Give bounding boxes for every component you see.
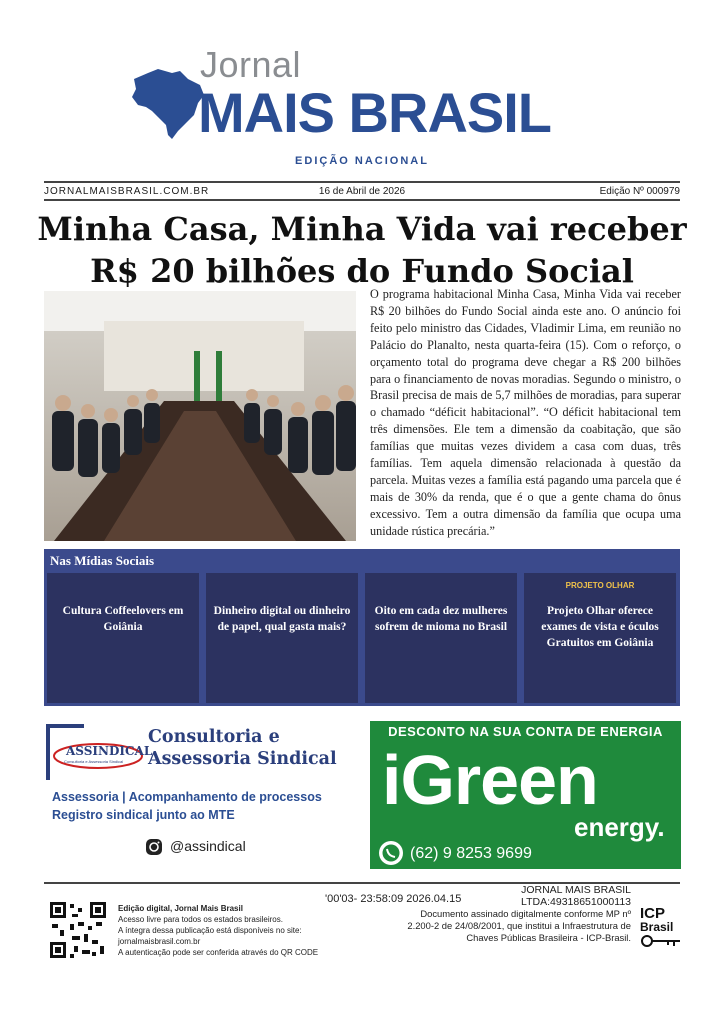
signature-line: JORNAL MAIS BRASIL: [521, 884, 631, 896]
header-rule-top: [44, 181, 680, 183]
assindical-instagram-handle[interactable]: @assindical: [170, 838, 246, 854]
footer-info-title: Edição digital, Jornal Mais Brasil: [118, 904, 243, 913]
edition-number: Edição Nº 000979: [599, 186, 680, 197]
site-link[interactable]: JORNALMAISBRASIL.COM.BR: [44, 186, 210, 197]
social-card-text: Cultura Coffeelovers em Goiânia: [62, 605, 184, 633]
headline: [30, 208, 694, 292]
edition-name: EDIÇÃO NACIONAL: [295, 155, 429, 167]
brazil-map-icon: [128, 65, 206, 141]
meeting-photo-illustration: [44, 291, 356, 541]
footer-info-link[interactable]: jornalmaisbrasil.com.br: [118, 937, 201, 946]
social-card-coffeelovers[interactable]: [47, 573, 199, 703]
igreen-energy: energy.: [574, 812, 665, 842]
projeto-olhar-badge: PROJETO OLHAR: [565, 581, 635, 590]
assindical-logo-text: ASSINDICAL: [66, 744, 153, 758]
igreen-brand: iGreen: [382, 741, 598, 819]
signature-timestamp: '00'03- 23:58:09 2026.04.15: [325, 893, 462, 905]
social-section-title: Nas Mídias Sociais: [50, 553, 155, 568]
article-body: O programa habitacional Minha Casa, Minha Vida vai receber R$ 20 bilhões do Fundo Social ainda este ano. O anúncio foi feito pelo ministro das Cidades, Vladimir Lima, em reunião no Palácio do Planalto, nesta quarta-feira (15). Com o reforço, o orçamento total do programa deve chegar a R$ 200 bilhões para o financiamento de novas moradias. Segundo o ministro, o Brasil precisa de mais de 5,7 milhões de moradias, para superar o chamado “déficit habitacional”. “O déficit habitacional tem três dimensões. Ele tem a dimensão da coabitação, que são famílias que muitas vezes dividem a casa com duas, três famílias. Tem aquela dimensão relacionada à questão da parcela. Muitas vezes a família está pagando uma parcela que é mais de 30% da renda, que é o que a gente chama do ônus excessivo. Tem a outra dimensão da família que ocupa uma unidade rústica precária.”: [370, 287, 681, 538]
assindical-title-line-2: Assessoria Sindical: [148, 749, 337, 769]
social-card-projeto-olhar[interactable]: [524, 573, 676, 703]
igreen-phone[interactable]: (62) 9 8253 9699: [410, 845, 532, 862]
signature-line: 2.200-2 de 24/08/2001, que institui a Infraestrutura de: [407, 920, 631, 931]
headline-line-1: Minha Casa, Minha Vida vai receber: [37, 210, 687, 248]
igreen-tagline: DESCONTO NA SUA CONTA DE ENERGIA: [388, 724, 663, 739]
social-card-text: Projeto Olhar oferece exames de vista e óculos Gratuitos em Goiânia: [541, 605, 659, 649]
signature-line: LTDA:49318651000113: [521, 896, 631, 908]
brand-mais-brasil: MAIS BRASIL: [198, 81, 551, 144]
header-rule-bottom: [44, 199, 680, 201]
assindical-registro: Registro sindical junto ao MTE: [52, 808, 235, 822]
social-card-dinheiro[interactable]: [206, 573, 358, 703]
digital-signature-notice: [395, 884, 631, 944]
signature-line: Documento assinado digitalmente conforme MP nº: [420, 908, 631, 919]
instagram-icon: [145, 838, 163, 856]
whatsapp-icon: [378, 840, 404, 866]
social-card-text: Oito em cada dez mulheres sofrem de mioma no Brasil: [374, 605, 508, 633]
meeting-photo: [44, 291, 356, 541]
footer-info-line: A autenticação pode ser conferida através do QR CODE: [118, 948, 319, 957]
assindical-services: Assessoria | Acompanhamento de processos: [52, 790, 322, 804]
social-card-mioma[interactable]: [365, 573, 517, 703]
headline-line-2: R$ 20 bilhões do Fundo Social: [90, 252, 634, 290]
qr-code-icon[interactable]: [48, 900, 108, 960]
issue-date: 16 de Abril de 2026: [318, 186, 406, 197]
assindical-title: [148, 726, 337, 770]
key-icon: [640, 934, 682, 948]
assindical-title-line-1: Consultoria e: [148, 727, 280, 747]
footer-info: [118, 903, 318, 958]
footer-info-line: Acesso livre para todos os estados brasileiros.: [118, 915, 283, 924]
icp-brasil-text: Brasil: [640, 920, 674, 934]
social-card-text: Dinheiro digital ou dinheiro de papel, qual gasta mais?: [213, 605, 351, 633]
assindical-logo-sub: Consultoria e Assessoria Sindical: [64, 759, 124, 764]
icp-text: ICP: [640, 905, 666, 922]
footer-info-line: A íntegra dessa publicação está disponíveis no site:: [118, 926, 302, 935]
signature-line: Chaves Públicas Brasileira - ICP-Brasil.: [466, 932, 631, 943]
brand-jornal: Jornal: [200, 44, 302, 85]
icp-brasil-logo: [640, 906, 682, 956]
